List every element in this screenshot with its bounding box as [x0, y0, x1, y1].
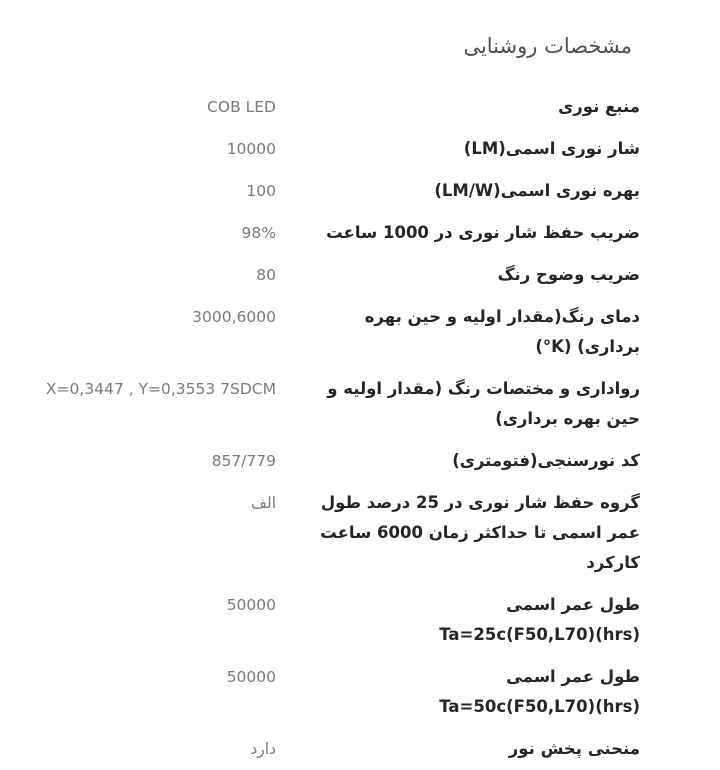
spec-value: 50000 — [226, 596, 276, 614]
spec-row-color-tolerance — [0, 368, 720, 440]
spec-row-flux-maintenance — [0, 212, 720, 254]
spec-row-luminous-flux — [0, 128, 720, 170]
spec-value: دارد — [250, 740, 276, 758]
spec-label: طول عمر اسمی (hrs)Ta=50c(F50,L70) — [439, 667, 640, 716]
spec-value: 98% — [241, 224, 276, 242]
spec-row-color-rendering — [0, 254, 720, 296]
spec-value: 50000 — [226, 668, 276, 686]
spec-row-photometric-code — [0, 440, 720, 482]
spec-label: منبع نوری — [558, 97, 640, 116]
spec-label: گروه حفظ شار نوری در 25 درصد طول عمر اسمی تا حداکثر زمان 6000 ساعت کارکرد — [320, 493, 640, 572]
spec-row-lifetime-25c — [0, 584, 720, 656]
section-title: مشخصات روشنایی — [463, 34, 632, 58]
spec-row-luminous-efficacy — [0, 170, 720, 212]
spec-value: 3000,6000 — [192, 308, 276, 326]
spec-value: 80 — [256, 266, 276, 284]
spec-label: منحنی پخش نور — [508, 739, 640, 758]
spec-row-lifetime-50c — [0, 656, 720, 728]
spec-value: COB LED — [207, 98, 276, 116]
spec-label: ضریب وضوح رنگ — [497, 265, 640, 284]
spec-label: ضریب حفظ شار نوری در 1000 ساعت — [326, 223, 640, 242]
spec-row-flux-maintenance-group — [0, 482, 720, 584]
spec-row-color-temperature — [0, 296, 720, 368]
spec-value: 10000 — [226, 140, 276, 158]
spec-value: X=0,3447 , Y=0,3553 7SDCM — [45, 380, 276, 398]
spec-label: شار نوری اسمی(LM) — [463, 139, 640, 158]
spec-label: کد نورسنجی(فتومتری) — [452, 451, 640, 470]
lighting-spec-list — [0, 86, 720, 770]
spec-row-light-source — [0, 86, 720, 128]
spec-value: 857/779 — [211, 452, 276, 470]
spec-row-light-distribution-curve — [0, 728, 720, 770]
spec-label: طول عمر اسمی (hrs)Ta=25c(F50,L70) — [439, 595, 640, 644]
spec-value: 100 — [246, 182, 276, 200]
spec-label: رواداری و مختصات رنگ (مقدار اولیه و حین بهره برداری) — [327, 379, 640, 428]
spec-value: الف — [250, 494, 276, 512]
spec-label: دمای رنگ(مقدار اولیه و حین بهره برداری) (K°) — [364, 307, 640, 356]
spec-label: بهره نوری اسمی(LM/W) — [434, 181, 640, 200]
